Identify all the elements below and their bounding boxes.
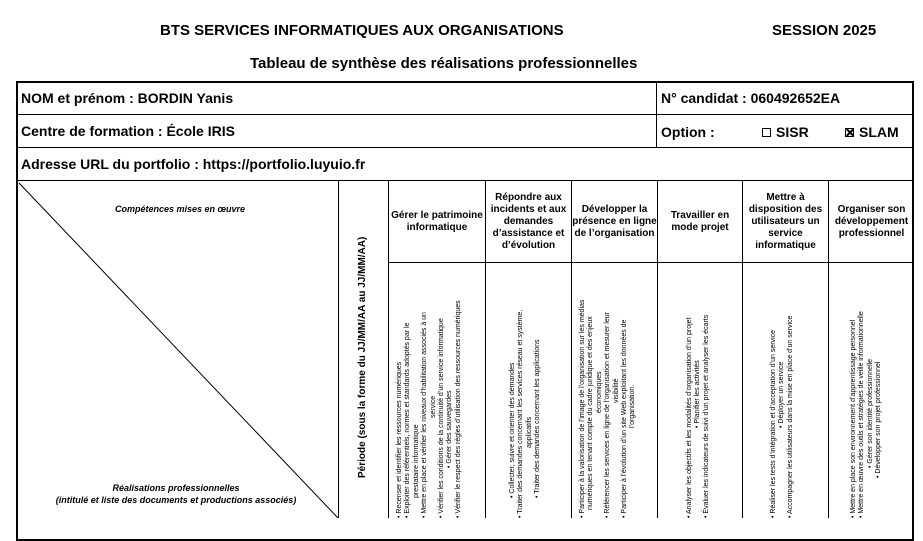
list-item: • Mettre en œuvre des outils et stratégies de veille informationnelle bbox=[858, 311, 866, 518]
realisations-label: Réalisations professionnelles bbox=[112, 483, 240, 493]
list-item: applicatifs bbox=[525, 416, 533, 448]
list-item: l’organisation. bbox=[629, 384, 637, 428]
list-item: • Évaluer les indicateurs de suivi d’un projet et analyser les écarts bbox=[702, 314, 710, 518]
checkbox-checked-icon bbox=[845, 128, 854, 137]
col-title-incidents: Répondre aux incidents et aux demandes d’assistance et d’évolution bbox=[490, 191, 567, 251]
list-item: • Collecter, suivre et orienter des demandes bbox=[509, 362, 516, 498]
option-slam-label: SLAM bbox=[859, 124, 899, 140]
list-item: numériques en tenant compte du cadre juridique et des enjeux bbox=[587, 316, 595, 510]
list-item: • Gérer son identité professionnelle bbox=[866, 358, 874, 468]
list-item: • Déployer un service bbox=[778, 361, 786, 428]
list-item: prestataire informatique bbox=[412, 424, 420, 498]
training-center: Centre de formation : École IRIS bbox=[21, 123, 235, 139]
option-sisr-label: SISR bbox=[776, 124, 809, 140]
list-item: • Vérifier le respect des règles d’utilisation des ressources numériques bbox=[454, 300, 462, 518]
list-item: économiques bbox=[595, 371, 603, 413]
list-item: • Développer son projet professionnel bbox=[875, 361, 883, 478]
list-item: • Participer à l’évolution d’un site Web exploitant les données de bbox=[621, 319, 629, 518]
col-title-projet: Travailler en mode projet bbox=[670, 209, 730, 233]
col-title-service: Mettre à disposition des utilisateurs un service informatique bbox=[748, 191, 823, 251]
option-sisr[interactable] bbox=[762, 124, 809, 140]
row-divider bbox=[16, 147, 914, 148]
list-item: • Traiter des demandes concernant les services réseau et système, bbox=[517, 309, 525, 518]
option-label: Option : bbox=[661, 124, 715, 140]
document-title: BTS SERVICES INFORMATIQUES AUX ORGANISATIONS bbox=[160, 22, 564, 39]
col-title-patrimoine: Gérer le patrimoine informatique bbox=[391, 209, 483, 233]
list-item: • Analyser les objectifs et les modalités d’organisation d’un projet bbox=[686, 317, 693, 518]
portfolio-url: Adresse URL du portfolio : https://portfolio.luyuio.fr bbox=[21, 156, 366, 172]
option-slam[interactable] bbox=[845, 124, 899, 140]
col-header-divider bbox=[388, 262, 914, 263]
list-item: • Traiter des demandes concernant les applications bbox=[534, 339, 542, 498]
col-items-projet bbox=[686, 315, 711, 518]
list-item: • Participer à la valorisation de l’image de l’organisation sur les médias bbox=[579, 299, 586, 518]
col-title-developpement: Organiser son développement professionnel bbox=[834, 203, 909, 239]
list-item: • Vérifier les conditions de la continuité d’un service informatique bbox=[438, 318, 446, 518]
list-item: • Référencer les services en ligne de l’organisation et mesurer leur bbox=[604, 312, 612, 518]
row-divider bbox=[16, 114, 914, 115]
list-item: • Planifier les activités bbox=[694, 360, 702, 428]
list-item: service bbox=[429, 395, 437, 418]
list-item: • Réaliser les tests d’intégration et d’acceptation d’un service bbox=[770, 329, 777, 518]
info-divider bbox=[656, 81, 657, 147]
list-item: • Gérer des sauvegardes bbox=[446, 390, 454, 468]
competences-label: Compétences mises en œuvre bbox=[114, 204, 246, 214]
col-items-incidents bbox=[509, 310, 543, 518]
candidate-name: NOM et prénom : BORDIN Yanis bbox=[21, 90, 234, 106]
col-items-presence bbox=[579, 300, 638, 518]
col-items-service bbox=[770, 316, 795, 518]
list-item: • Exploiter des référentiels, normes et standards adoptés par le bbox=[404, 322, 412, 518]
col-items-developpement bbox=[850, 311, 884, 518]
checkbox-unchecked-icon bbox=[762, 128, 771, 137]
realisations-sublabel: (intitulé et liste des documents et productions associés) bbox=[55, 495, 297, 505]
col-items-patrimoine bbox=[396, 300, 463, 518]
col-title-presence: Développer la présence en ligne de l’organisation bbox=[572, 203, 657, 239]
document-subtitle: Tableau de synthèse des réalisations professionnelles bbox=[250, 55, 638, 72]
candidate-number: N° candidat : 060492652EA bbox=[661, 90, 841, 106]
period-header: Période (sous la forme du JJ/MM/AA au JJ/MM/AA) bbox=[357, 236, 368, 478]
diagonal-line bbox=[16, 180, 339, 518]
list-item: • Mettre en place et vérifier les niveaux d’habilitation associés à un bbox=[421, 312, 429, 518]
session-label: SESSION 2025 bbox=[772, 22, 877, 39]
list-item: • Mettre en place son environnement d’apprentissage personnel bbox=[850, 319, 857, 518]
list-item: visibilité bbox=[612, 378, 620, 403]
list-item: • Recenser et identifier les ressources numériques bbox=[396, 361, 403, 518]
list-item: • Accompagner les utilisateurs dans la mise en place d’un service bbox=[786, 315, 794, 518]
